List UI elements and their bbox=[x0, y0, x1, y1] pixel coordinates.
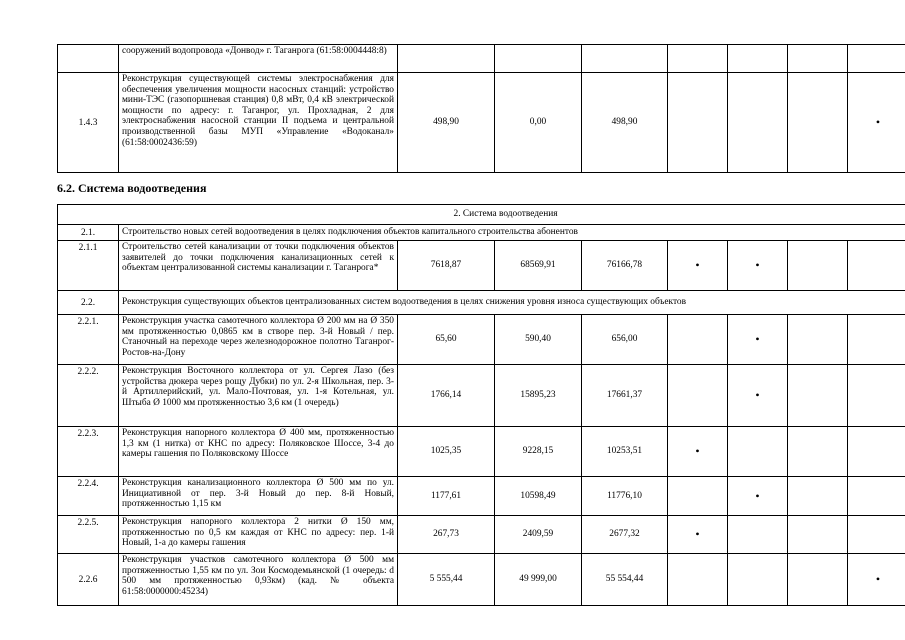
marker-cell bbox=[668, 554, 728, 606]
table-title-row bbox=[58, 205, 905, 225]
value-cell: 7618,87 bbox=[398, 241, 495, 291]
row-description: сооружений водопровода «Донвод» г. Таганрога (61:58:0004448:8) bbox=[119, 45, 398, 73]
group-row bbox=[58, 291, 905, 315]
value-cell: 1025,35 bbox=[398, 427, 495, 477]
value-cell: 9228,15 bbox=[495, 427, 582, 477]
value-cell: 2409,59 bbox=[495, 516, 582, 554]
wastewater-table bbox=[57, 204, 905, 606]
table-title: 2. Система водоотведения bbox=[58, 205, 905, 225]
marker-cell: • bbox=[728, 365, 788, 427]
marker-cell bbox=[728, 554, 788, 606]
row-code: 2.2.2. bbox=[58, 365, 119, 427]
marker-cell bbox=[728, 427, 788, 477]
marker-cell bbox=[668, 477, 728, 516]
value-cell: 49 999,00 bbox=[495, 554, 582, 606]
marker-cell: • bbox=[668, 516, 728, 554]
value-cell: 5 555,44 bbox=[398, 554, 495, 606]
group-code: 2.1. bbox=[58, 225, 119, 241]
value-cell: 2677,32 bbox=[582, 516, 668, 554]
table-row bbox=[58, 45, 905, 73]
row-description: Реконструкция Восточного коллектора от ул. Сергея Лазо (без устройства дюкера через рощу Дубки) по ул. 2-я Школьная, пер. 3-й Артиллерийский, ул. Мало-Почтовая, ул. 1-я Котельная, ул. Штыба Ø 1000 мм протяженностью 3,6 км (1 очередь) bbox=[119, 365, 398, 427]
value-cell: 11776,10 bbox=[582, 477, 668, 516]
marker-cell bbox=[848, 365, 905, 427]
marker-cell bbox=[728, 516, 788, 554]
group-code: 2.2. bbox=[58, 291, 119, 315]
marker-cell bbox=[728, 73, 788, 173]
table-row bbox=[58, 365, 905, 427]
group-row bbox=[58, 225, 905, 241]
value-cell: 0,00 bbox=[495, 73, 582, 173]
marker-cell bbox=[848, 516, 905, 554]
table-row bbox=[58, 315, 905, 365]
value-cell bbox=[582, 45, 668, 73]
marker-cell: • bbox=[668, 427, 728, 477]
marker-cell bbox=[848, 241, 905, 291]
row-description: Реконструкция существующей системы электроснабжения для обеспечения увеличения мощности насосных станций: устройство мини-ТЭС (газопоршневая станция) 0,8 мВт, 0,4 кВ электрической мощности по адресу: г. Таганрог, ул. Прохладная, 2 для электроснабжения насосной станции II подъема и центральной производственной базы МУП «Управление «Водоканал» (61:58:0002436:59) bbox=[119, 73, 398, 173]
marker-cell bbox=[668, 315, 728, 365]
value-cell: 10598,49 bbox=[495, 477, 582, 516]
value-cell: 498,90 bbox=[398, 73, 495, 173]
group-title: Строительство новых сетей водоотведения в целях подключения объектов капитального строительства абонентов bbox=[119, 225, 905, 241]
table-row bbox=[58, 477, 905, 516]
value-cell: 267,73 bbox=[398, 516, 495, 554]
value-cell: 1177,61 bbox=[398, 477, 495, 516]
value-cell: 65,60 bbox=[398, 315, 495, 365]
value-cell: 1766,14 bbox=[398, 365, 495, 427]
value-cell: 498,90 bbox=[582, 73, 668, 173]
row-code: 2.2.5. bbox=[58, 516, 119, 554]
value-cell: 656,00 bbox=[582, 315, 668, 365]
row-code bbox=[58, 45, 119, 73]
group-title: Реконструкция существующих объектов централизованных систем водоотведения в целях снижения уровня износа существующих объектов bbox=[119, 291, 905, 315]
value-cell: 590,40 bbox=[495, 315, 582, 365]
row-description: Строительство сетей канализации от точки подключения объектов заявителей до точки подключения канализационных сетей к объектам централизованной системы канализации г. Таганрога* bbox=[119, 241, 398, 291]
section-heading: 6.2. Система водоотведения bbox=[57, 181, 207, 195]
value-cell: 76166,78 bbox=[582, 241, 668, 291]
marker-cell bbox=[668, 365, 728, 427]
row-code: 1.4.3 bbox=[58, 73, 119, 173]
marker-cell: • bbox=[728, 241, 788, 291]
row-description: Реконструкция участков самотечного коллектора Ø 500 мм протяженностью 1,55 км по ул. Зои Космодемьянской (1 очередь: d 500 мм протяженностью 0,93км) (кад. № объекта 61:58:0000000:45234) bbox=[119, 554, 398, 606]
marker-cell: • bbox=[848, 554, 905, 606]
marker-cell bbox=[668, 45, 728, 73]
marker-cell: • bbox=[848, 73, 905, 173]
marker-cell: • bbox=[728, 477, 788, 516]
marker-cell bbox=[728, 45, 788, 73]
marker-cell bbox=[848, 477, 905, 516]
table-row bbox=[58, 73, 905, 173]
marker-cell bbox=[788, 45, 848, 73]
value-cell: 17661,37 bbox=[582, 365, 668, 427]
marker-cell: • bbox=[668, 241, 728, 291]
row-description: Реконструкция напорного коллектора 2 нитки Ø 150 мм, протяженностью по 0,5 км каждая от КНС по адресу: пер. 1-й Новый, 1-а до камеры гашения bbox=[119, 516, 398, 554]
marker-cell: • bbox=[728, 315, 788, 365]
row-code: 2.2.6 bbox=[58, 554, 119, 606]
row-description: Реконструкция канализационного коллектора Ø 500 мм по ул. Инициативной от пер. 3-й Новый до пер. 8-й Новый, протяженностью 1,15 км bbox=[119, 477, 398, 516]
table-row bbox=[58, 516, 905, 554]
marker-cell bbox=[668, 73, 728, 173]
marker-cell bbox=[848, 315, 905, 365]
water-supply-table bbox=[57, 44, 905, 173]
value-cell: 68569,91 bbox=[495, 241, 582, 291]
marker-cell bbox=[848, 427, 905, 477]
value-cell bbox=[495, 45, 582, 73]
value-cell: 10253,51 bbox=[582, 427, 668, 477]
value-cell bbox=[398, 45, 495, 73]
row-code: 2.1.1 bbox=[58, 241, 119, 291]
row-code: 2.2.3. bbox=[58, 427, 119, 477]
table-row bbox=[58, 427, 905, 477]
row-description: Реконструкция участка самотечного коллектора Ø 200 мм на Ø 350 мм протяженностью 0,0865 км в створе пер. 3-й Новый / пер. Станочный на переходе через железнодорожное полотно Таганрог-Ростов-на-Дону bbox=[119, 315, 398, 365]
value-cell: 15895,23 bbox=[495, 365, 582, 427]
table-row bbox=[58, 241, 905, 291]
row-description: Реконструкция напорного коллектора Ø 400 мм, протяженностью 1,3 км (1 нитка) от КНС по адресу: Поляковское Шоссе, 3-4 до камеры гашения по Поляковскому Шоссе bbox=[119, 427, 398, 477]
value-cell: 55 554,44 bbox=[582, 554, 668, 606]
row-code: 2.2.1. bbox=[58, 315, 119, 365]
row-code: 2.2.4. bbox=[58, 477, 119, 516]
table-row bbox=[58, 554, 905, 606]
